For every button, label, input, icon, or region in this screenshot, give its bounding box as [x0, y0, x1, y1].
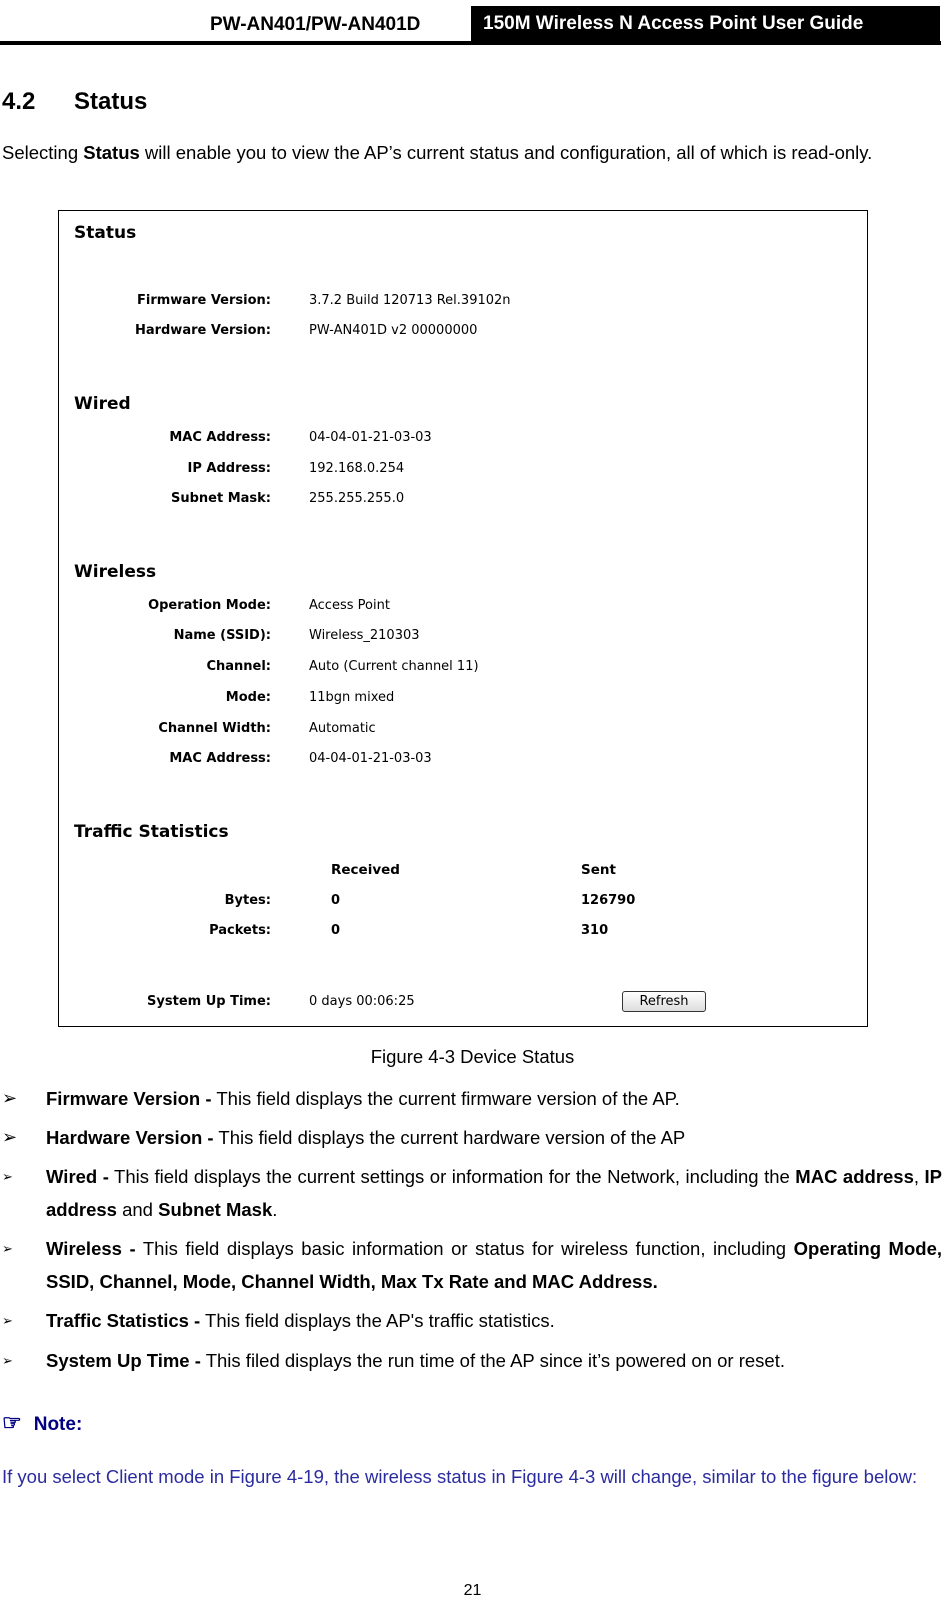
note-heading: ☞ Note:: [2, 1410, 83, 1435]
status-heading: Status: [74, 223, 137, 243]
width-value: Automatic: [309, 721, 376, 736]
ip-label: IP Address:: [187, 461, 271, 476]
arrow-bullet-icon: ➢: [2, 1313, 13, 1328]
status-figure: [58, 210, 868, 1027]
packets-sent: 310: [581, 923, 609, 938]
arrow-bullet-icon: ➢: [2, 1353, 13, 1368]
figure-caption: Figure 4-3 Device Status: [370, 1046, 575, 1067]
uptime-label: System Up Time:: [147, 994, 271, 1009]
header-rule: [0, 41, 941, 45]
hardware-label: Hardware Version:: [134, 323, 271, 338]
wired-heading: Wired: [74, 394, 131, 414]
ssid-label: Name (SSID):: [173, 628, 271, 643]
section-title: [2, 88, 147, 116]
header-model: PW-AN401/PW-AN401D: [210, 14, 421, 35]
uptime-value: 0 days 00:06:25: [309, 994, 415, 1009]
wired-mac-label: MAC Address:: [169, 430, 271, 445]
opmode-value: Access Point: [309, 598, 390, 613]
channel-value: Auto (Current channel 11): [309, 659, 479, 674]
bytes-label: Bytes:: [224, 893, 271, 908]
firmware-value: 3.7.2 Build 120713 Rel.39102n: [309, 293, 511, 308]
sent-header: Sent: [581, 862, 616, 878]
packets-label: Packets:: [209, 923, 271, 938]
width-label: Channel Width:: [158, 721, 271, 736]
arrow-bullet-icon: ➢: [2, 1241, 13, 1256]
hardware-value: PW-AN401D v2 00000000: [309, 323, 478, 338]
page-header: [0, 0, 945, 46]
bytes-received: 0: [331, 893, 341, 908]
mode-value: 11bgn mixed: [309, 690, 395, 705]
channel-label: Channel:: [206, 659, 271, 674]
page-number: 21: [463, 1582, 482, 1599]
mode-label: Mode:: [225, 690, 271, 705]
pointing-hand-icon: ☞: [2, 1410, 22, 1435]
wired-mac-value: 04-04-01-21-03-03: [309, 430, 432, 445]
subnet-value: 255.255.255.0: [309, 491, 405, 506]
intro-paragraph: Selecting Status will enable you to view the AP’s current status and configuration, all of which is read-only.: [2, 142, 873, 163]
bytes-sent: 126790: [581, 893, 636, 908]
section-number: 4.2: [2, 88, 36, 115]
arrow-bullet-icon: ➢: [2, 1169, 13, 1184]
subnet-label: Subnet Mask:: [170, 491, 271, 506]
ip-value: 192.168.0.254: [309, 461, 405, 476]
section-name: Status: [74, 88, 148, 115]
wl-mac-value: 04-04-01-21-03-03: [309, 751, 432, 766]
header-guide-title: 150M Wireless N Access Point User Guide: [471, 6, 940, 42]
note-text: If you select Client mode in Figure 4-19, the wireless status in Figure 4-3 will change, similar to the figure below:: [2, 1466, 918, 1487]
wireless-heading: Wireless: [74, 562, 157, 582]
arrow-bullet-icon: ➢: [2, 1088, 18, 1108]
wl-mac-label: MAC Address:: [169, 751, 271, 766]
opmode-label: Operation Mode:: [148, 598, 271, 613]
traffic-heading: Traffic Statistics: [74, 822, 229, 842]
arrow-bullet-icon: ➢: [2, 1127, 18, 1147]
firmware-label: Firmware Version:: [137, 293, 271, 308]
ssid-value: Wireless_210303: [309, 628, 420, 643]
refresh-button[interactable]: Refresh: [622, 991, 706, 1012]
received-header: Received: [331, 862, 400, 878]
packets-received: 0: [331, 923, 341, 938]
